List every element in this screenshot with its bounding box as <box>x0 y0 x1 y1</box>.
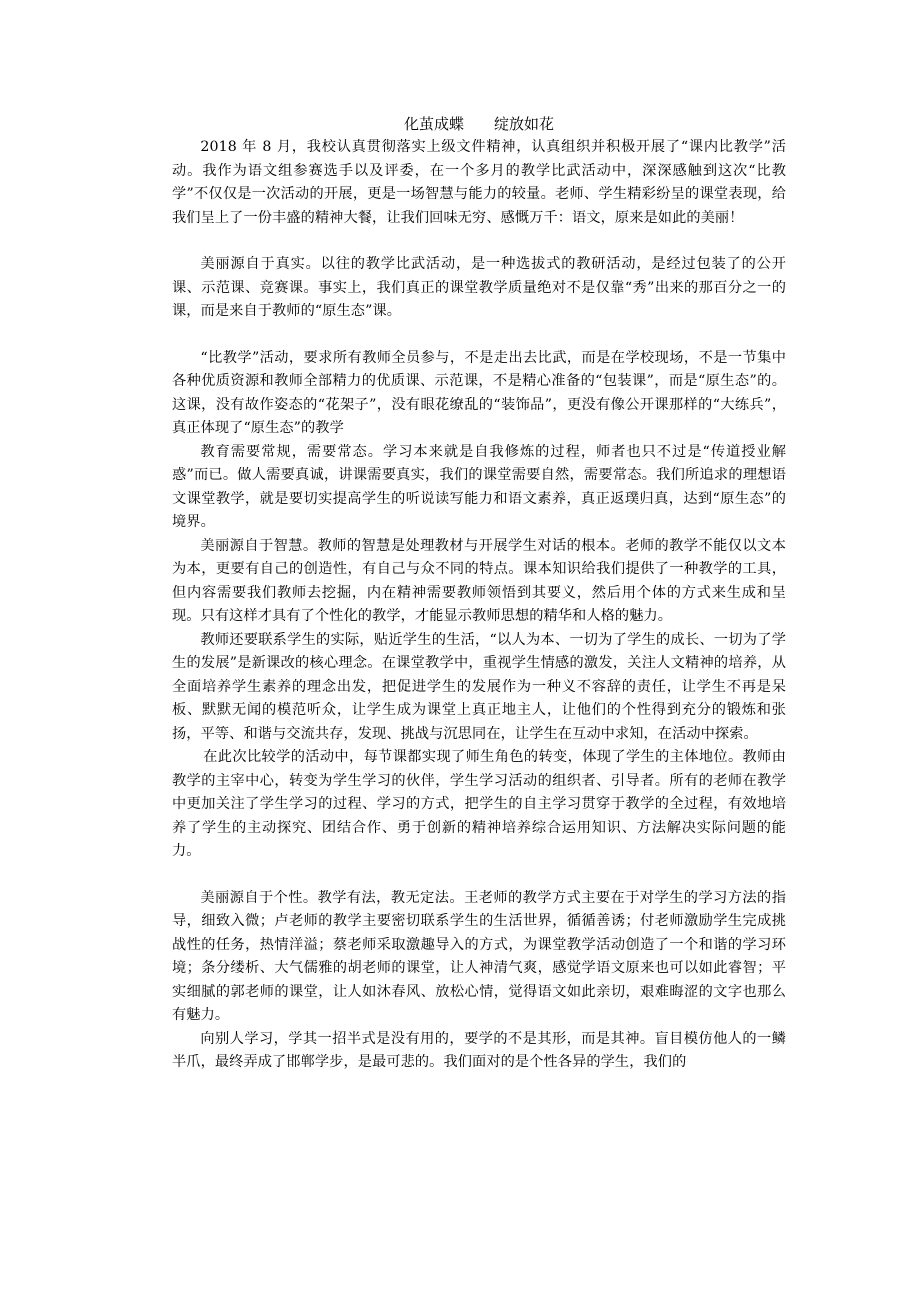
paragraph-intro: 2018 年 8 月，我校认真贯彻落实上级文件精神，认真组织并积极开展了“课内比教学”活动。我作为语文组参赛选手以及评委，在一个多月的教学比武活动中，深深感触到这次“比教学”不仅仅是一次活动的开展，更是一场智慧与能力的较量。老师、学生精彩纷呈的课堂表现，给我们呈上了一份丰盛的精神大餐，让我们回味无穷、感慨万千：语文，原来是如此的美丽！ <box>172 139 786 226</box>
paragraph-role-change: 在此次比较学的活动中，每节课都实现了师生角色的转变，体现了学生的主体地位。教师由教学的主宰中心，转变为学生学习的伙伴，学生学习活动的组织者、引导者。所有的老师在教学中更加关注了学生学习的过程、学习的方式，把学生的自主学习贯穿于教学的全过程，有效地培养了学生的主动探究、团结合作、勇于创新的精神培养综合运用知识、方法解决实际问题的能力。 <box>172 749 786 859</box>
document-body <box>172 112 786 1075</box>
document-title: 化茧成蝶 绽放如花 <box>403 115 554 133</box>
paragraph-truth: 美丽源自于真实。以往的教学比武活动，是一种选拔式的教研活动，是经过包装了的公开课、示范课、竞赛课。事实上，我们真正的课堂教学质量绝对不是仅靠“秀”出来的那百分之一的课，而是来自于教师的“原生态”课。 <box>172 256 786 319</box>
paragraph-routine: 教育需要常规，需要常态。学习本来就是自我修炼的过程，师者也只不过是“传道授业解惑”而已。做人需要真诚，讲课需要真实，我们的课堂需要自然，需要常态。我们所追求的理想语文课堂教学，就是要切实提高学生的听说读写能力和语文素养，真正返璞归真，达到“原生态”的境界。 <box>172 443 786 530</box>
paragraph-gap <box>172 864 786 887</box>
paragraph-bijiaoxue: “比教学”活动，要求所有教师全员参与，不是走出去比武，而是在学校现场，不是一节集中各种优质资源和教师全部精力的优质课、示范课，不是精心准备的“包装课”，而是“原生态”的。这课，没有故作姿态的“花架子”，没有眼花缭乱的“装饰品”，更没有像公开课那样的“大练兵”，真正体现了“原生态”的教学 <box>172 349 786 436</box>
paragraph-wisdom: 美丽源自于智慧。教师的智慧是处理教材与开展学生对话的根本。老师的教学不能仅以文本为本，更要有自己的创造性，有自己与众不同的特点。课本知识给我们提供了一种教学的工具，但内容需要我们教师去挖掘，内在精神需要教师领悟到其要义，然后用个体的方式来生成和呈现。只有这样才具有了个性化的教学，才能显示教师思想的精华和人格的魅力。 <box>172 537 786 624</box>
paragraph-gap <box>172 324 786 347</box>
paragraph-gap <box>172 230 786 253</box>
paragraph-individuality: 美丽源自于个性。教学有法，教无定法。王老师的教学方式主要在于对学生的学习方法的指导，细致入微；卢老师的教学主要密切联系学生的生活世界，循循善诱；付老师激励学生完成挑战性的任务，热情洋溢；蔡老师采取激趣导入的方式，为课堂教学活动创造了一个和谐的学习环境；条分缕析、大气儒雅的胡老师的课堂，让人神清气爽，感觉学语文原来也可以如此睿智；平实细腻的郭老师的课堂，让人如沐春风、放松心情，觉得语文如此亲切，艰难晦涩的文字也那么有魅力。 <box>172 889 786 1023</box>
paragraph-students: 教师还要联系学生的实际，贴近学生的生活，“以人为本、一切为了学生的成长、一切为了学生的发展”是新课改的核心理念。在课堂教学中，重视学生情感的激发，关注人文精神的培养，从全面培养学生素养的理念出发，把促进学生的发展作为一种义不容辞的责任，让学生不再是呆板、默默无闻的模范听众，让学生成为课堂上真正地主人，让他们的个性得到充分的锻炼和张扬，平等、和谐与交流共存，发现、挑战与沉思同在，让学生在互动中求知，在活动中探索。 <box>172 631 786 742</box>
paragraph-learn-from-others: 向别人学习，学其一招半式是没有用的，要学的不是其形，而是其神。盲目模仿他人的一鳞半爪，最终弄成了邯郸学步，是最可悲的。我们面对的是个性各异的学生，我们的 <box>172 1030 786 1070</box>
